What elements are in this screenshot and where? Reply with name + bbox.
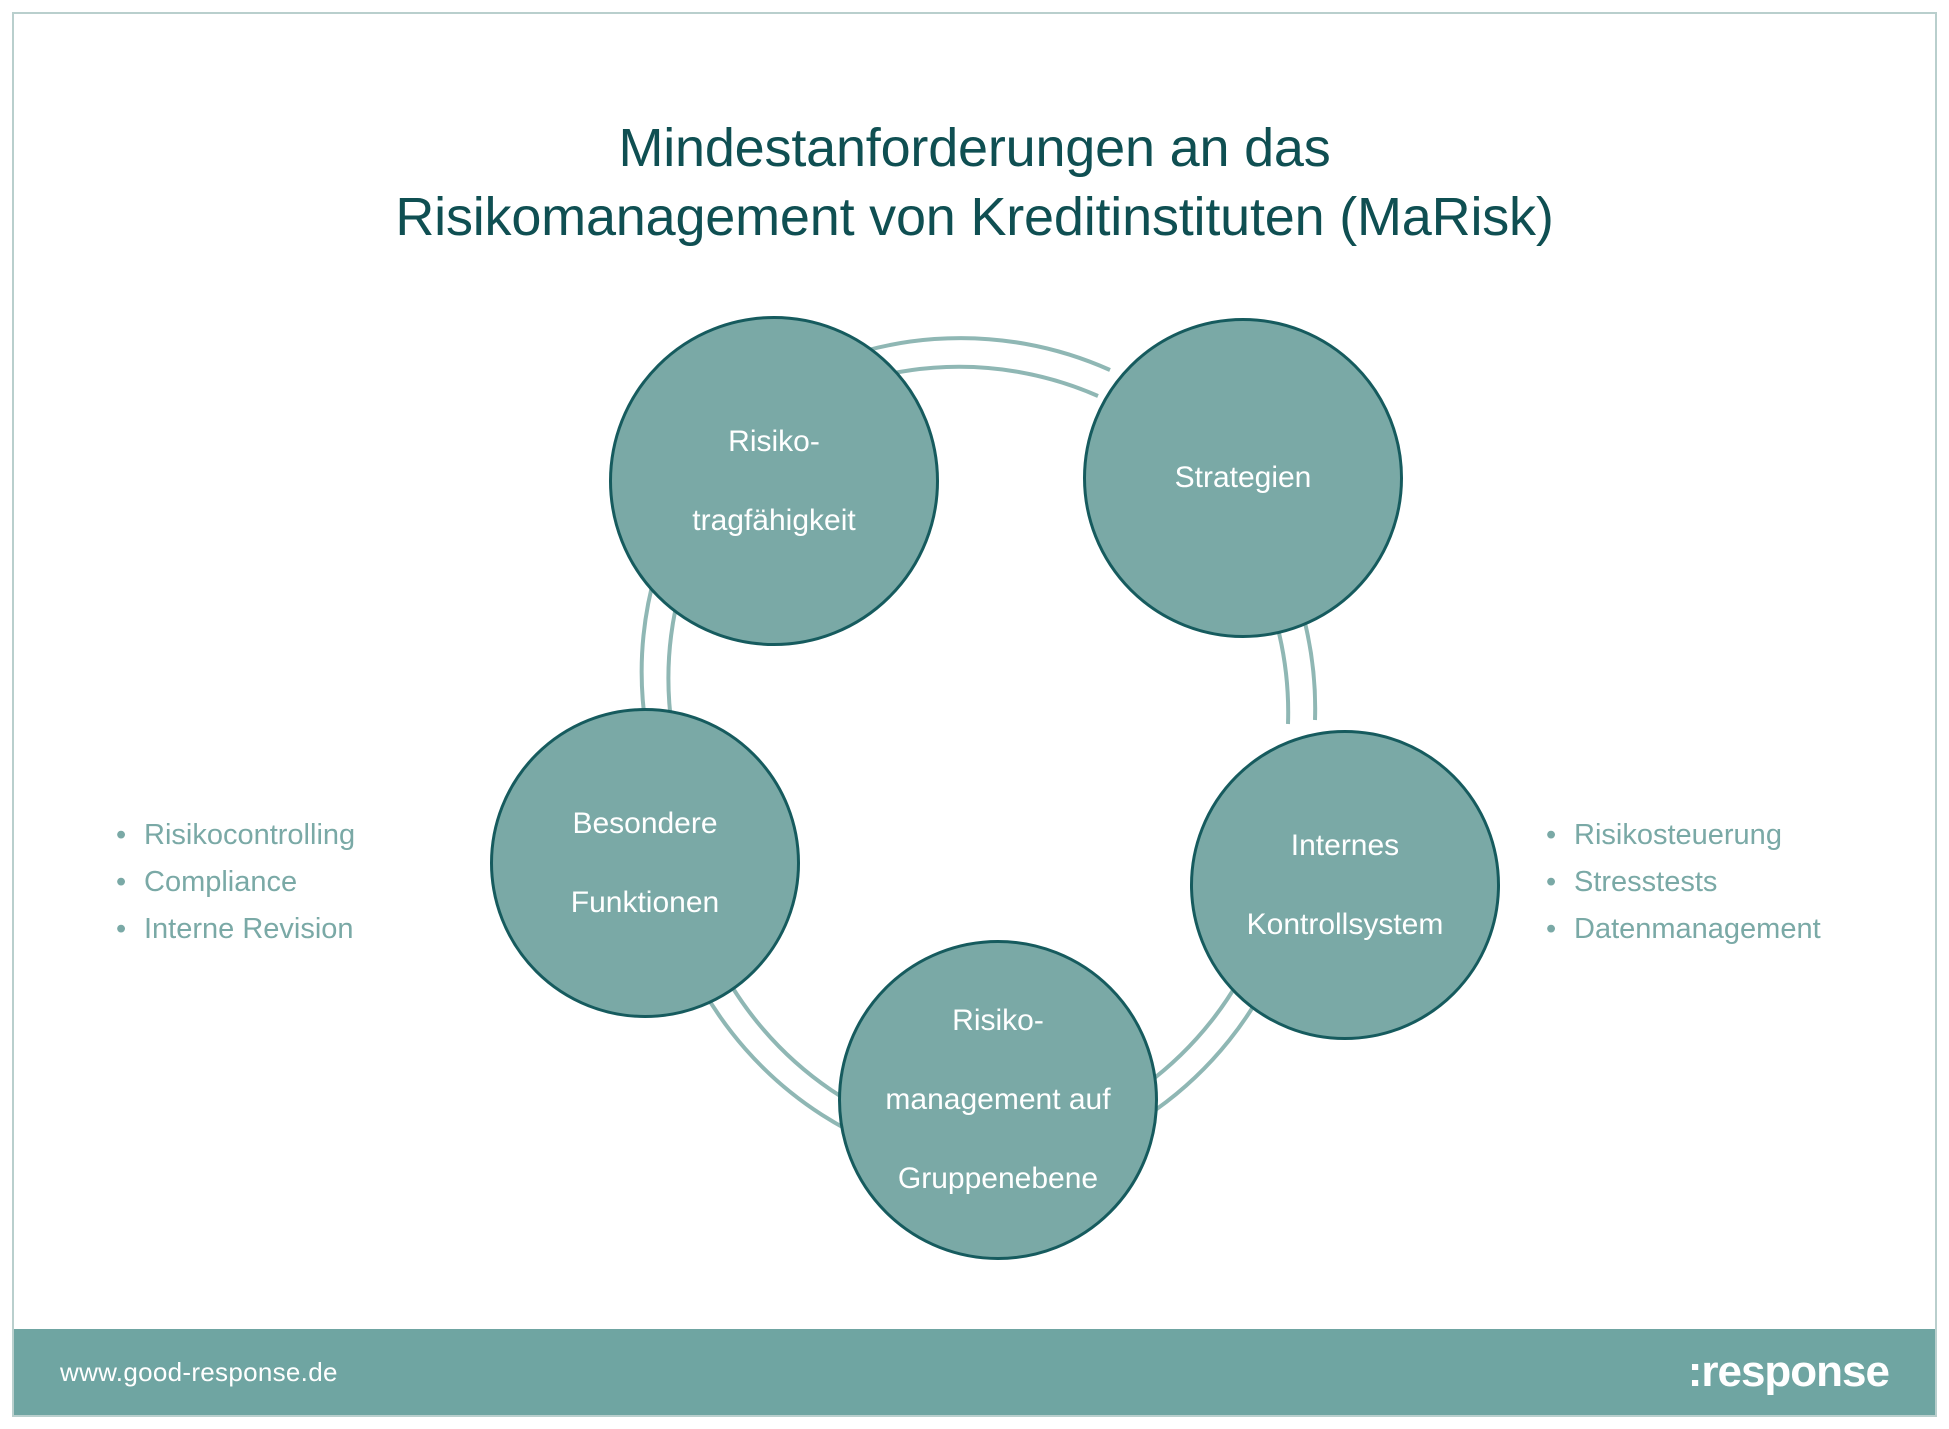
node-risikotragfaehigkeit[interactable] bbox=[609, 316, 939, 646]
page-title-line-2: Risikomanagement von Kreditinstituten (MaRisk) bbox=[395, 187, 1554, 248]
bullet-list-left bbox=[110, 812, 355, 953]
list-item: • Datenmanagement bbox=[1540, 906, 1821, 953]
node-strategien-label: Strategien bbox=[1174, 461, 1312, 495]
node-besondere-funktionen-label: Besondere Funktionen bbox=[570, 806, 720, 919]
page-title-line-1: Mindestanforderungen an das bbox=[618, 118, 1331, 179]
node-internes-kontrollsystem-label: Internes Kontrollsystem bbox=[1246, 828, 1444, 941]
node-besondere-funktionen[interactable] bbox=[490, 708, 800, 1018]
list-item: • Stresstests bbox=[1540, 859, 1821, 906]
list-item: • Risikocontrolling bbox=[110, 812, 355, 859]
footer-website-url[interactable]: www.good-response.de bbox=[60, 1356, 338, 1387]
node-strategien[interactable] bbox=[1083, 318, 1403, 638]
response-logo: :response bbox=[1687, 1347, 1889, 1396]
node-risikomanagement-gruppenebene[interactable] bbox=[838, 940, 1158, 1260]
node-internes-kontrollsystem[interactable] bbox=[1190, 730, 1500, 1040]
bullet-list-right bbox=[1540, 812, 1821, 953]
list-item: • Compliance bbox=[110, 859, 355, 906]
node-risikotragfaehigkeit-label: Risiko- tragfähigkeit bbox=[692, 424, 856, 537]
list-item: • Risikosteuerung bbox=[1540, 812, 1821, 859]
node-risikomanagement-gruppenebene-label: Risiko- management auf Gruppenebene bbox=[885, 1004, 1111, 1196]
list-item: • Interne Revision bbox=[110, 906, 355, 953]
footer-bar bbox=[14, 1329, 1935, 1415]
